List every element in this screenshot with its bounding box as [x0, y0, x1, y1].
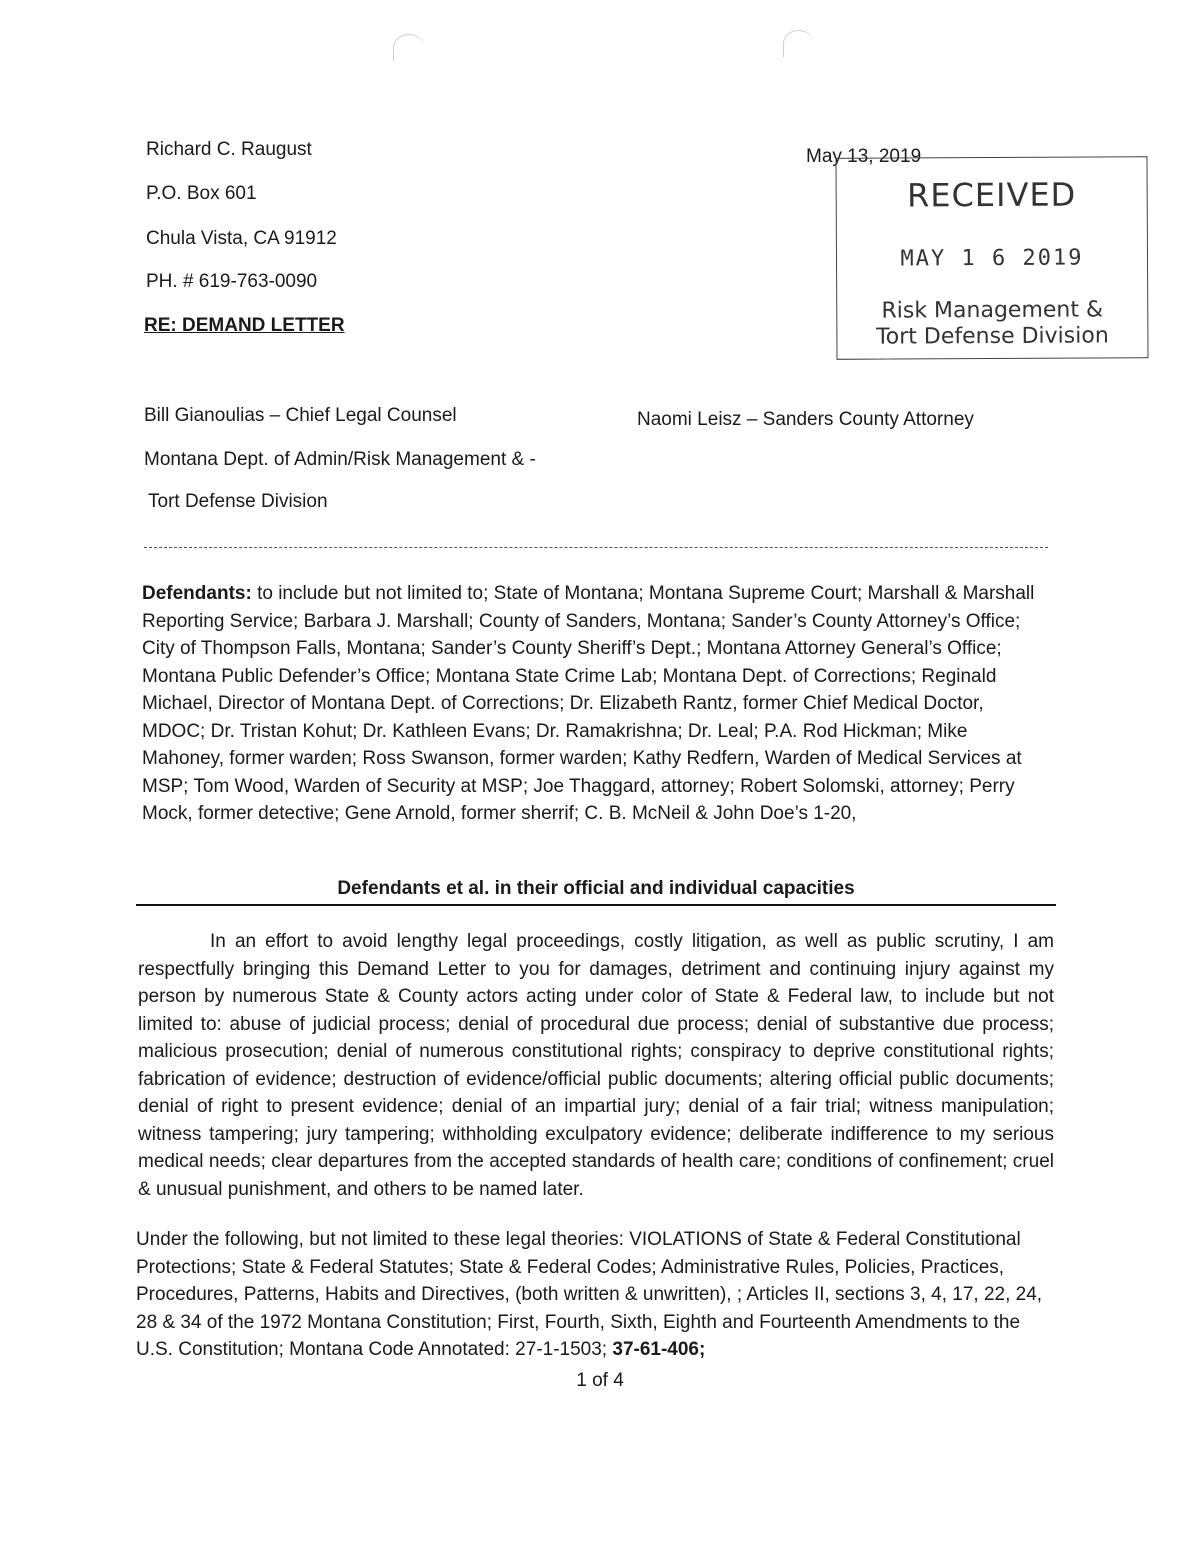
stamp-date: MAY 1 6 2019: [900, 245, 1084, 272]
sender-name: Richard C. Raugust: [146, 139, 312, 160]
recipient-left-line2: Montana Dept. of Admin/Risk Management & -: [144, 449, 536, 470]
body-paragraph-2-bold-tail: 37-61-406;: [612, 1339, 706, 1360]
stamp-division-line2: Tort Defense Division: [876, 323, 1109, 350]
body-paragraph-2: [136, 1226, 1052, 1364]
subject-line: RE: DEMAND LETTER: [144, 315, 345, 336]
page-number: 1 of 4: [576, 1370, 624, 1391]
body-paragraph-1-text: In an effort to avoid lengthy legal proceedings, costly litigation, as well as public scrutiny, I am respectfully bringing this Demand Letter to you for damages, detriment and continuing injury against my person by numerous State & County actors acting under color of State & Federal law, to include but not limited to: abuse of judicial process; denial of procedural due process; denial of substantive due process; malicious prosecution; denial of numerous constitutional rights; conspiracy to deprive constitutional rights; fabrication of evidence; destruction of evidence/official public documents; altering official public documents; denial of right to present evidence; denial of an impartial jury; denial of a fair trial; witness manipulation; witness tampering; jury tampering; withholding exculpatory evidence; deliberate indifference to my serious medical needs; clear departures from the accepted standards of health care; conditions of confinement; cruel & unusual punishment, and others to be named later.: [138, 931, 1054, 1200]
heading-rule: [136, 904, 1056, 906]
body-paragraph-1: [138, 928, 1054, 1203]
stamp-division: [837, 297, 1147, 351]
recipient-left-line3: Tort Defense Division: [148, 491, 328, 512]
recipient-right-line1: Naomi Leisz – Sanders County Attorney: [637, 409, 974, 430]
defendants-paragraph: [142, 580, 1052, 828]
sender-po-box: P.O. Box 601: [146, 183, 257, 204]
dashed-divider: [144, 547, 1048, 548]
letter-date: May 13, 2019: [806, 146, 922, 167]
scan-hole-mark-left: [393, 34, 424, 61]
received-stamp: [835, 156, 1148, 360]
sender-city: Chula Vista, CA 91912: [146, 228, 337, 249]
stamp-title: RECEIVED: [906, 175, 1077, 215]
capacities-heading: Defendants et al. in their official and individual capacities: [337, 878, 855, 899]
stamp-division-line1: Risk Management &: [881, 297, 1104, 324]
defendants-text: to include but not limited to; State of Montana; Montana Supreme Court; Marshall & Marshall Reporting Service; Barbara J. Marshall; County of Sanders, Montana; Sander’s County Attorney’s Office; City of Thompson Falls, Montana; Sander’s County Sheriff’s Dept.; Montana Attorney General’s Office; Montana Public Defender’s Office; Montana State Crime Lab; Montana Dept. of Corrections; Reginald Michael, Director of Montana Dept. of Corrections; Dr. Elizabeth Rantz, former Chief Medical Doctor, MDOC; Dr. Tristan Kohut; Dr. Kathleen Evans; Dr. Ramakrishna; Dr. Leal; P.A. Rod Hickman; Mike Mahoney, former warden; Ross Swanson, former warden; Kathy Redfern, Warden of Medical Services at MSP; Tom Wood, Warden of Security at MSP; Joe Thaggard, attorney; Robert Solomski, attorney; Perry Mock, former detective; Gene Arnold, former sherrif; C. B. McNeil & John Doe’s 1-20,: [142, 583, 1035, 824]
body-paragraph-2-text: Under the following, but not limited to these legal theories: VIOLATIONS of State & Federal Constitutional Protections; State & Federal Statutes; State & Federal Codes; Administrative Rules, Policies, Practices, Procedures, Patterns, Habits and Directives, (both written & unwritten), ; Articles II, sections 3, 4, 17, 22, 24, 28 & 34 of the 1972 Montana Constitution; First, Fourth, Sixth, Eighth and Fourteenth Amendments to the U.S. Constitution; Montana Code Annotated: 27-1-1503;: [136, 1229, 1043, 1360]
defendants-label: Defendants:: [142, 583, 252, 604]
recipient-left-line1: Bill Gianoulias – Chief Legal Counsel: [144, 405, 457, 426]
sender-phone: PH. # 619-763-0090: [146, 271, 318, 292]
scan-hole-mark-right: [783, 30, 814, 57]
